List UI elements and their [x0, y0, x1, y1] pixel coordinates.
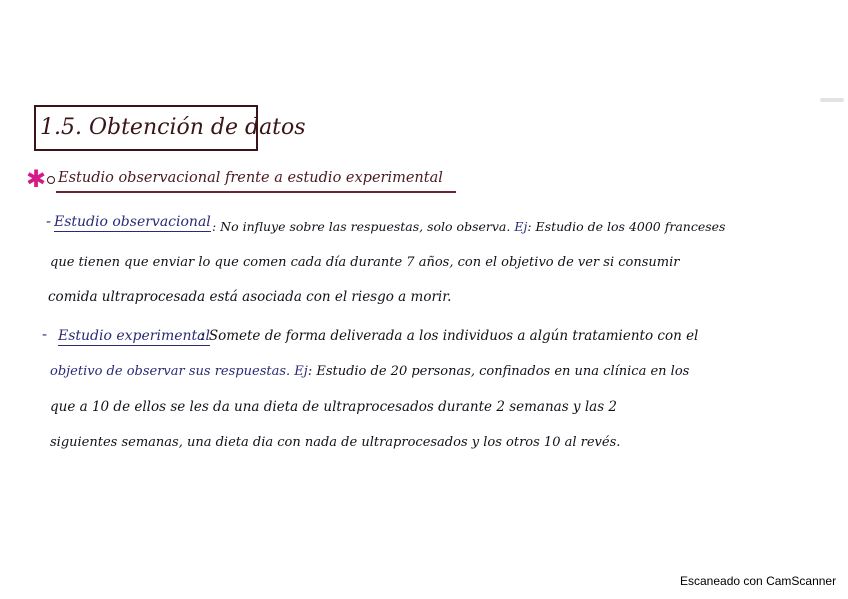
observational-line-3: comida ultraprocesada está asociada con el riesgo a morir.: [48, 289, 452, 305]
star-icon: ✱: [26, 165, 47, 193]
example-abbr: Ej: [514, 219, 528, 234]
experimental-line-4: siguientes semanas, una dieta dia con nada de ultraprocesados y los otros 10 al revés.: [50, 435, 621, 450]
page-title: 1.5. Obtención de datos: [40, 115, 306, 140]
experimental-line-3: que a 10 de ellos se les da una dieta de ultraprocesados durante 2 semanas y las 2: [50, 399, 618, 415]
experimental-term: Estudio experimental: [58, 328, 210, 344]
dash-icon: -: [46, 212, 52, 230]
observational-term: Estudio observacional: [54, 214, 211, 230]
bullet-icon: [47, 176, 55, 184]
observational-line-2: que tienen que enviar lo que comen cada día durante 7 años, con el objetivo de ver si consumir: [50, 255, 680, 270]
example-abbr: Ej: [294, 364, 308, 379]
scan-artifact: [820, 98, 844, 102]
section-heading: Estudio observacional frente a estudio experimental: [58, 170, 443, 186]
dash-icon: -: [42, 325, 48, 343]
experimental-line-2: objetivo de observar sus respuestas. Ej: Estudio de 20 personas, confinados en una clínica en los: [50, 364, 690, 379]
experimental-objective: objetivo de observar sus respuestas.: [50, 364, 291, 379]
scanner-watermark: Escaneado con CamScanner: [680, 574, 837, 588]
experimental-line-1: : Somete de forma deliverada a los individuos a algún tratamiento con el: [200, 328, 699, 344]
heading-underline: [56, 191, 456, 193]
observational-line-1: : No influye sobre las respuestas, solo observa. Ej: Estudio de los 4000 franceses: [212, 219, 726, 234]
